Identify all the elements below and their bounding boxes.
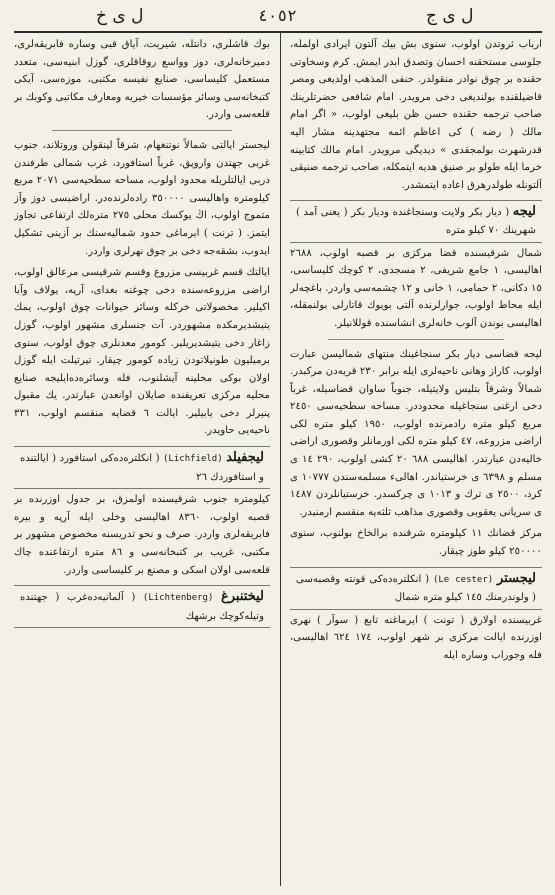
entry-lichfield-paren: ( انكلتره‌ده‌كى استافورد ( ايالتنده و استافوردك ٢٦: [20, 453, 264, 483]
entry-leicester-keyword: ليجستر: [497, 570, 536, 586]
entry-leicester-latin: (Le cester): [432, 574, 494, 585]
entry-leicester: [290, 567, 542, 610]
entry-lice-keyword: ليجه: [512, 204, 536, 220]
header-rule: [14, 31, 542, 33]
right-paragraph-4: مركز قضانك ١١ كيلومتره شرقنده برالخاخ بولنوب، سنوى ٢٥٠٠٠٠ كيلو طوز چيقار.: [290, 528, 542, 558]
left-paragraph-3: ايالتك قسم غربيسى مزروع وقسم شرقيسى مرعالق اولوب، اراضى مزروعه‌سنده دخى چوغنه بغداى، آرپه، يولاف وآيا اكيلير. مخصولاتى خركله وسائر حيوانات چوق اولوب، يمك يتيشديرمكده مشهوردر. آت جنسلرى مشهور اولوب، گوزل زاغار دخى يتيشديريلير. كومور معدنلرى چوق اولوب، سنوى برميليون طونيلاتودن زياده كومور چيقار. تيرتيلت ايله گوزل اولان بوكى مخلينه آيشلنوب، فله وسائره‌ده‌ايليجه صنايع محليه مركزى تعريفنده صايلان اوانعدن عبارتدر. يك مقبول پنيرلر دخى يابيلير. ايالت ٦ قضايه منقسم اولوب، ٣٣١ ناحيه‌يى حاويدر.: [14, 267, 270, 437]
entry-lichtenberg-latin: (Lichtenberg): [142, 593, 214, 604]
right-paragraph-3: ليجه قضاسى ديار بكر سنجاغينك منتهاى شماليسن عبارت اولوب، كاراز وهانى ناحيه‌لرى ايله برابر ٢٣٠ قريه‌دن مركبدر. شمالاً وشرقاً بتليس ولايتيله، جنوباً ساوان قضاسيله، غرباً دخى ارغنى سنجاغيله محدوددر. مساحه سطحيه‌سى ٢٤٥٠ مربع كيلو متره رادمرنده اولوب، ١٩٥٠ كيلو متره لكى اراضى مزروعه، ٤٧ كيلو متره لكى اورمانلر وقصورى اراضى خاليه‌دن عبارتدر. اهاليسى ٦٨٨ ٢٠ كشى اولوب، ٢٩٠ ١٤ ى مسلم و ٦٣٩٨ ى خرستياندر. اهالىء مسلمه‌سندن ١٠٧٧٧ ى كرد، ٢٥٠٠ ى ترك و ١٠١٣ ى چركسدر. خرستيانلردن ١٤٨٧ ى سريانى يعقوبى وقصورى مذاهب ثلثه‌يه منقسم ارمنيدر.: [290, 348, 542, 518]
entry-lichtenberg-keyword: ليختنبرغ: [220, 589, 264, 605]
left-column: [14, 36, 270, 886]
entry-lice: [290, 200, 542, 242]
left-paragraph-4: كيلومتره جنوب شرقيسنده اولمزق، بر جدول اوزرنده بر قصبه اولوب، ٨٣٦٠ اهاليسى وخلى ايله آرپه و بيره فابريقه‌لرى واردر. صرف و نحو تدريسنه مخصوص مشهور بر مكتبى، غريب بر كتبخانه‌سى و ٨٦ متره ارتفاعنده چاك قلعه‌سى اولان اسكى و مصنع بر كليساسى واردر.: [14, 494, 270, 576]
entry-lichfield-latin: (Lichfield): [163, 454, 223, 465]
entry-leicester-paren: ( انكلتره‌ده‌كى قونته وقصبه‌سى ( ولوندرمنك ١٤٥ كيلو متره شمال: [296, 573, 536, 604]
right-paragraph-1: ارباب ثروتدن اولوب، سنوى بش بيك آلتون ايرادى اولمله، جلوسى مستحقنه احسان وتصدق ابدر ايمش. كرم وسخاوتى حقنده بر چوق نوادر منقولدر. حنفى المذهب اولديغى ومصر قاضيلقنده بولنديغى دخى مرويدر. امام شافعى حضرتلرينك صاحب ترجمه حقنده حسن ظن بليغى اولوب، « اگر امام مالك ( رضه ) كى اعاظم ائمه مجتهدينه مشار اليه قدرشهرت بولمجقدى » ديديگى مرويدر. امام مالك كتابينه خرما ايله طولو بر صنيق هديه ايتمكله، صاحب ترجمه صنيقى آلتونله طولدرهرق اعاده ايتمشدر.: [290, 39, 542, 191]
header-right-letters: ل ى ج: [426, 6, 474, 26]
entry-lichfield-keyword: ليجفيلد: [226, 450, 264, 466]
column-divider: [280, 32, 281, 886]
page-number: ٤٠٥٢: [258, 6, 297, 25]
right-paragraph-2: شمال شرقيسنده قضا مركزى بر قصبه اولوب، ٢٦٨٨ اهاليسى، ١ جامع شريفى، ٢ مسجدى، ٢ كوچك كليساسى، ١٥ دكانى، ٢ حمامى، ١ خانى و ١٢ چشمه‌سى واردر. باغچه‌لر ايله محاط اولوب، جوارلرنده آلتى بويوك قاتارلى بولنمقله، اهاليسى بوندن آلوب خانه‌لرى انشاسنده قوللانيلر.: [290, 247, 542, 329]
page-header: [0, 0, 555, 34]
section-rule: [328, 339, 504, 340]
section-rule: [52, 130, 231, 131]
left-paragraph-2: ليجستر ايالتى شمالاً نوتنغهام، شرقاً لينقولن وروتلاند، جنوب غربى جهتدن واروپق، غرباً استافورد، غرب شمالى طرفندن دربى ايالتلريله محدود اولوب، مساحه سطحيه‌سى ٢٠٧١ مربع كيلومتره واهاليسى ٣٥٠٠٠٠ راده‌لرنده‌در. اراضيسى دوز وآز متموج اولوب، اڭ يوكسك محلى ٢٧٥ متره‌لك ارتفاعى تجاوز ايتمز. ( ترنت ) ايرماغى حدود شماليه‌سنك بر آزينى تشكيل ايدوب، بشقه‌جه دخى بر چوق نهرلرى واردر.: [14, 139, 270, 257]
header-left-letters: ل ى خ: [96, 6, 144, 26]
right-paragraph-5: غربيسنده اولارق ( تونت ) ايرماغنه تابع ( سوآر ) نهرى اوزرنده ايالت مركزى بر شهر اولوب، ١٧٤ ٦٢٤ اهاليسى، فله وجوراب وساره ايله: [290, 614, 542, 661]
entry-lice-paren: ( ديار بكر ولايت وسنجاغنده وديار بكر ( يعنى آمد ) شهرينك ٧٠ كيلو متره: [296, 207, 536, 236]
entry-lichtenberg-paren: ( آلمانيه‌ده‌غرب ( جهتنده وتيله‌كوچك برشهك: [20, 592, 264, 622]
right-column: [290, 36, 542, 886]
entry-lichfield: [14, 446, 270, 489]
left-paragraph-1: بوك قاشلرى، دانتله، شيريت، آياق قبى وساره فابريقه‌لرى، دميرخانه‌لرى، دوز وواسع روقاقلرى، گوزل ابنيه‌سى، متعدد مستعمل كليساسى، صنايع نفيسه مكتبى، موزه‌سى، آيكى كتبخانه‌سى وسائر مؤسسات خيريه ومعارف مكاتبى وكوبك بر قلعه‌سى واردر.: [14, 39, 270, 121]
entry-lichtenberg: [14, 585, 270, 628]
